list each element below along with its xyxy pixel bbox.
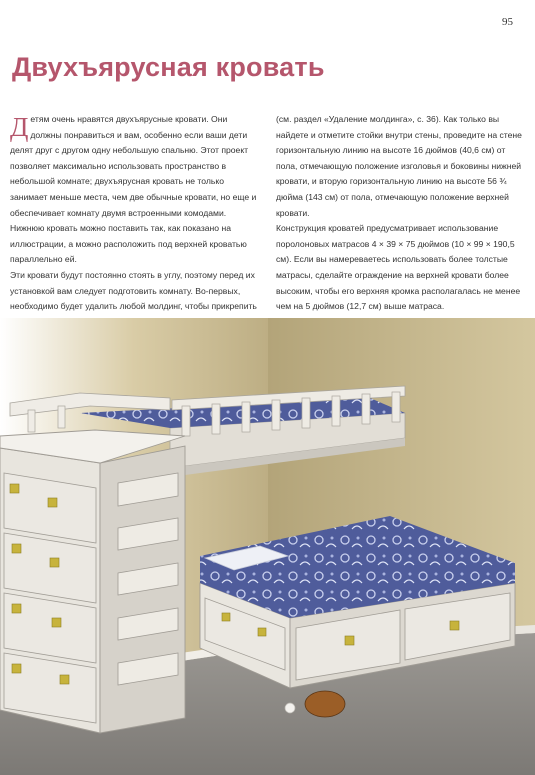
baseball <box>285 703 295 713</box>
page-title: Двухъярусная кровать <box>12 52 325 82</box>
baseball-glove <box>305 691 345 717</box>
paragraph: Эти кровати будут постоянно стоять в углу, поэтому перед их установкой вам следует подготовить комнату. Во-первых, необходимо будет удалить любой молдинг, чтобы прикрепить <box>10 269 257 312</box>
paragraph <box>10 112 260 268</box>
drop-cap: Д <box>10 112 29 142</box>
text-column-left <box>10 112 260 330</box>
bunk-bed-illustration <box>0 318 535 775</box>
page-number: 95 <box>502 16 513 28</box>
paragraph: (см. раздел «Удаление молдинга», с. 36). Как только вы найдете и отметите стойки внутри стены, проведите на стене горизонтальную линию на высоте 16 дюймов (40,6 см) от пола, отмечающую положение изголовья и боковины нижней кровати, и вторую горизонтальную линию на высоте 56 ¾ дюйма (143 см) от пола, отмечающую положение верхней кровати. <box>276 114 522 218</box>
paragraph: Конструкция кроватей предусматривает использование поролоновых матрасов 4 × 39 × 75 дюймов (10 × 99 × 190,5 см). Если вы намереваетесь использовать более толстые матрасы, сделайте ограждение на верхней кровати более высоким, чтобы его верхняя кромка располагалась не менее чем на 5 дюймов (12,7 см) выше матраса. <box>276 223 521 312</box>
text-column-right <box>276 112 523 315</box>
paragraph-text: етям очень нравятся двухъярусные кровати. Они должны понравиться и вам, особенно если ваши дети делят друг с другом одну небольшую спальню. Этот проект позволяет максимально использовать пространство в небольшой комнате; двухъярусная кровать не только занимает меньше места, чем две обычные кровати, но еще и обеспечивает комнату двумя встроенными комодами. Нижнюю кровать можно поставить так, как показано на иллюстрации, а можно расположить под верхней кроватью параллельно ей. <box>10 114 257 265</box>
